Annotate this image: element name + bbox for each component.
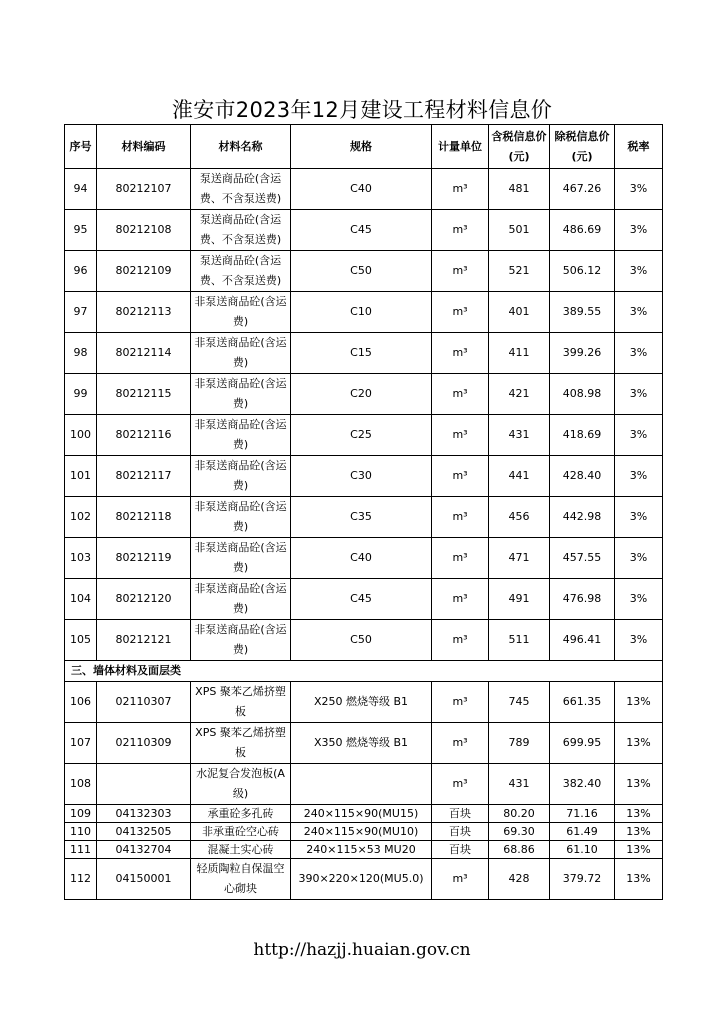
cell-unit: m³ [432,538,489,579]
cell-name: 非泵送商品砼(含运费) [191,292,291,333]
cell-unit: 百块 [432,841,489,859]
cell-code: 02110307 [97,682,191,723]
cell-code: 80212109 [97,251,191,292]
cell-seq: 104 [65,579,97,620]
cell-seq: 112 [65,859,97,900]
cell-code: 80212118 [97,497,191,538]
cell-rate: 3% [615,415,663,456]
cell-spec: C25 [291,415,432,456]
cell-tax-price: 491 [489,579,550,620]
cell-net-price: 71.16 [550,805,615,823]
cell-tax-price: 401 [489,292,550,333]
cell-rate: 3% [615,579,663,620]
cell-seq: 94 [65,169,97,210]
table-row [65,859,663,900]
cell-tax-price: 431 [489,415,550,456]
header-name: 材料名称 [191,125,291,169]
cell-tax-price: 521 [489,251,550,292]
cell-rate: 13% [615,682,663,723]
cell-seq: 101 [65,456,97,497]
cell-unit: m³ [432,292,489,333]
cell-code: 80212107 [97,169,191,210]
cell-seq: 103 [65,538,97,579]
cell-name: 非泵送商品砼(含运费) [191,456,291,497]
cell-spec: C30 [291,456,432,497]
cell-spec: X250 燃烧等级 B1 [291,682,432,723]
table-row [65,682,663,723]
cell-net-price: 389.55 [550,292,615,333]
cell-tax-price: 411 [489,333,550,374]
header-code: 材料编码 [97,125,191,169]
cell-tax-price: 481 [489,169,550,210]
table-row [65,292,663,333]
header-unit: 计量单位 [432,125,489,169]
cell-name: 非泵送商品砼(含运费) [191,497,291,538]
cell-unit: m³ [432,723,489,764]
table-row [65,805,663,823]
cell-net-price: 399.26 [550,333,615,374]
cell-seq: 105 [65,620,97,661]
cell-rate: 3% [615,292,663,333]
cell-seq: 95 [65,210,97,251]
cell-unit: m³ [432,682,489,723]
cell-tax-price: 456 [489,497,550,538]
cell-net-price: 408.98 [550,374,615,415]
cell-spec: C40 [291,538,432,579]
cell-name: 水泥复合发泡板(A级) [191,764,291,805]
table-row [65,823,663,841]
cell-rate: 3% [615,333,663,374]
cell-rate: 3% [615,620,663,661]
cell-name: 非泵送商品砼(含运费) [191,538,291,579]
cell-name: 泵送商品砼(含运费、不含泵送费) [191,210,291,251]
cell-net-price: 506.12 [550,251,615,292]
cell-spec: C35 [291,497,432,538]
cell-spec: 240×115×90(MU15) [291,805,432,823]
table-row [65,841,663,859]
cell-code: 02110309 [97,723,191,764]
cell-name: 非泵送商品砼(含运费) [191,333,291,374]
cell-seq: 110 [65,823,97,841]
cell-code: 80212119 [97,538,191,579]
cell-net-price: 61.10 [550,841,615,859]
cell-code: 80212116 [97,415,191,456]
table-row [65,456,663,497]
table-row [65,764,663,805]
cell-code: 80212121 [97,620,191,661]
cell-spec: C40 [291,169,432,210]
cell-spec: C50 [291,620,432,661]
cell-tax-price: 68.86 [489,841,550,859]
cell-unit: m³ [432,210,489,251]
cell-seq: 98 [65,333,97,374]
cell-name: 泵送商品砼(含运费、不含泵送费) [191,169,291,210]
table-row [65,579,663,620]
cell-net-price: 476.98 [550,579,615,620]
cell-spec: C20 [291,374,432,415]
cell-code: 80212117 [97,456,191,497]
cell-spec: C45 [291,210,432,251]
cell-net-price: 486.69 [550,210,615,251]
cell-tax-price: 501 [489,210,550,251]
section-row [65,661,663,682]
cell-code: 80212113 [97,292,191,333]
cell-code: 80212114 [97,333,191,374]
page-title: 淮安市2023年12月建设工程材料信息价 [171,98,553,122]
cell-net-price: 382.40 [550,764,615,805]
table-header-row [65,125,663,169]
cell-name: 轻质陶粒自保温空心砌块 [191,859,291,900]
cell-tax-price: 471 [489,538,550,579]
cell-code: 04132704 [97,841,191,859]
cell-seq: 100 [65,415,97,456]
cell-net-price: 699.95 [550,723,615,764]
cell-tax-price: 745 [489,682,550,723]
section-label: 三、墙体材料及面层类 [65,661,663,682]
cell-tax-price: 431 [489,764,550,805]
cell-seq: 102 [65,497,97,538]
cell-net-price: 418.69 [550,415,615,456]
cell-spec: C50 [291,251,432,292]
table-row [65,374,663,415]
cell-rate: 13% [615,764,663,805]
cell-spec: 390×220×120(MU5.0) [291,859,432,900]
cell-rate: 3% [615,497,663,538]
table-section [65,661,663,682]
cell-spec [291,764,432,805]
cell-code: 04132303 [97,805,191,823]
cell-name: 非泵送商品砼(含运费) [191,579,291,620]
cell-unit: 百块 [432,805,489,823]
cell-rate: 13% [615,723,663,764]
cell-unit: m³ [432,620,489,661]
cell-tax-price: 511 [489,620,550,661]
cell-tax-price: 421 [489,374,550,415]
cell-net-price: 442.98 [550,497,615,538]
cell-net-price: 428.40 [550,456,615,497]
cell-unit: m³ [432,333,489,374]
cell-code: 04150001 [97,859,191,900]
cell-net-price: 379.72 [550,859,615,900]
cell-rate: 3% [615,169,663,210]
cell-rate: 3% [615,210,663,251]
cell-spec: 240×115×90(MU10) [291,823,432,841]
cell-name: XPS 聚苯乙烯挤塑板 [191,682,291,723]
cell-rate: 3% [615,251,663,292]
cell-rate: 3% [615,456,663,497]
cell-rate: 3% [615,538,663,579]
cell-rate: 3% [615,374,663,415]
header-spec: 规格 [291,125,432,169]
cell-name: 非泵送商品砼(含运费) [191,620,291,661]
cell-seq: 108 [65,764,97,805]
cell-code: 80212120 [97,579,191,620]
cell-spec: C10 [291,292,432,333]
table-row [65,497,663,538]
cell-rate: 13% [615,805,663,823]
cell-unit: m³ [432,859,489,900]
table-row [65,251,663,292]
cell-rate: 13% [615,859,663,900]
cell-unit: m³ [432,374,489,415]
cell-spec: C15 [291,333,432,374]
cell-unit: m³ [432,169,489,210]
cell-net-price: 661.35 [550,682,615,723]
header-rate: 税率 [615,125,663,169]
table-row [65,415,663,456]
cell-name: 混凝土实心砖 [191,841,291,859]
cell-code [97,764,191,805]
cell-unit: m³ [432,415,489,456]
footer-url: http://hazjj.huaian.gov.cn [253,940,471,960]
table-body-wall [65,682,663,900]
cell-seq: 109 [65,805,97,823]
table-body-concrete [65,169,663,661]
cell-seq: 96 [65,251,97,292]
header-seq: 序号 [65,125,97,169]
cell-seq: 97 [65,292,97,333]
cell-spec: C45 [291,579,432,620]
cell-tax-price: 428 [489,859,550,900]
cell-unit: m³ [432,251,489,292]
cell-tax-price: 789 [489,723,550,764]
cell-net-price: 457.55 [550,538,615,579]
header-net-price: 除税信息价(元) [550,125,615,169]
table-row [65,538,663,579]
table-row [65,620,663,661]
table-row [65,333,663,374]
table-row [65,723,663,764]
cell-code: 04132505 [97,823,191,841]
price-table [64,124,663,900]
cell-unit: m³ [432,579,489,620]
cell-code: 80212108 [97,210,191,251]
table-row [65,169,663,210]
cell-tax-price: 80.20 [489,805,550,823]
cell-net-price: 467.26 [550,169,615,210]
cell-unit: m³ [432,497,489,538]
cell-unit: m³ [432,764,489,805]
cell-seq: 107 [65,723,97,764]
cell-rate: 13% [615,823,663,841]
cell-tax-price: 69.30 [489,823,550,841]
cell-seq: 111 [65,841,97,859]
cell-spec: X350 燃烧等级 B1 [291,723,432,764]
cell-tax-price: 441 [489,456,550,497]
cell-name: 非泵送商品砼(含运费) [191,374,291,415]
cell-spec: 240×115×53 MU20 [291,841,432,859]
cell-code: 80212115 [97,374,191,415]
cell-name: 承重砼多孔砖 [191,805,291,823]
cell-net-price: 496.41 [550,620,615,661]
cell-seq: 99 [65,374,97,415]
cell-seq: 106 [65,682,97,723]
cell-unit: m³ [432,456,489,497]
header-tax-price: 含税信息价(元) [489,125,550,169]
cell-net-price: 61.49 [550,823,615,841]
cell-rate: 13% [615,841,663,859]
cell-unit: 百块 [432,823,489,841]
cell-name: XPS 聚苯乙烯挤塑板 [191,723,291,764]
table-row [65,210,663,251]
cell-name: 非承重砼空心砖 [191,823,291,841]
cell-name: 泵送商品砼(含运费、不含泵送费) [191,251,291,292]
cell-name: 非泵送商品砼(含运费) [191,415,291,456]
